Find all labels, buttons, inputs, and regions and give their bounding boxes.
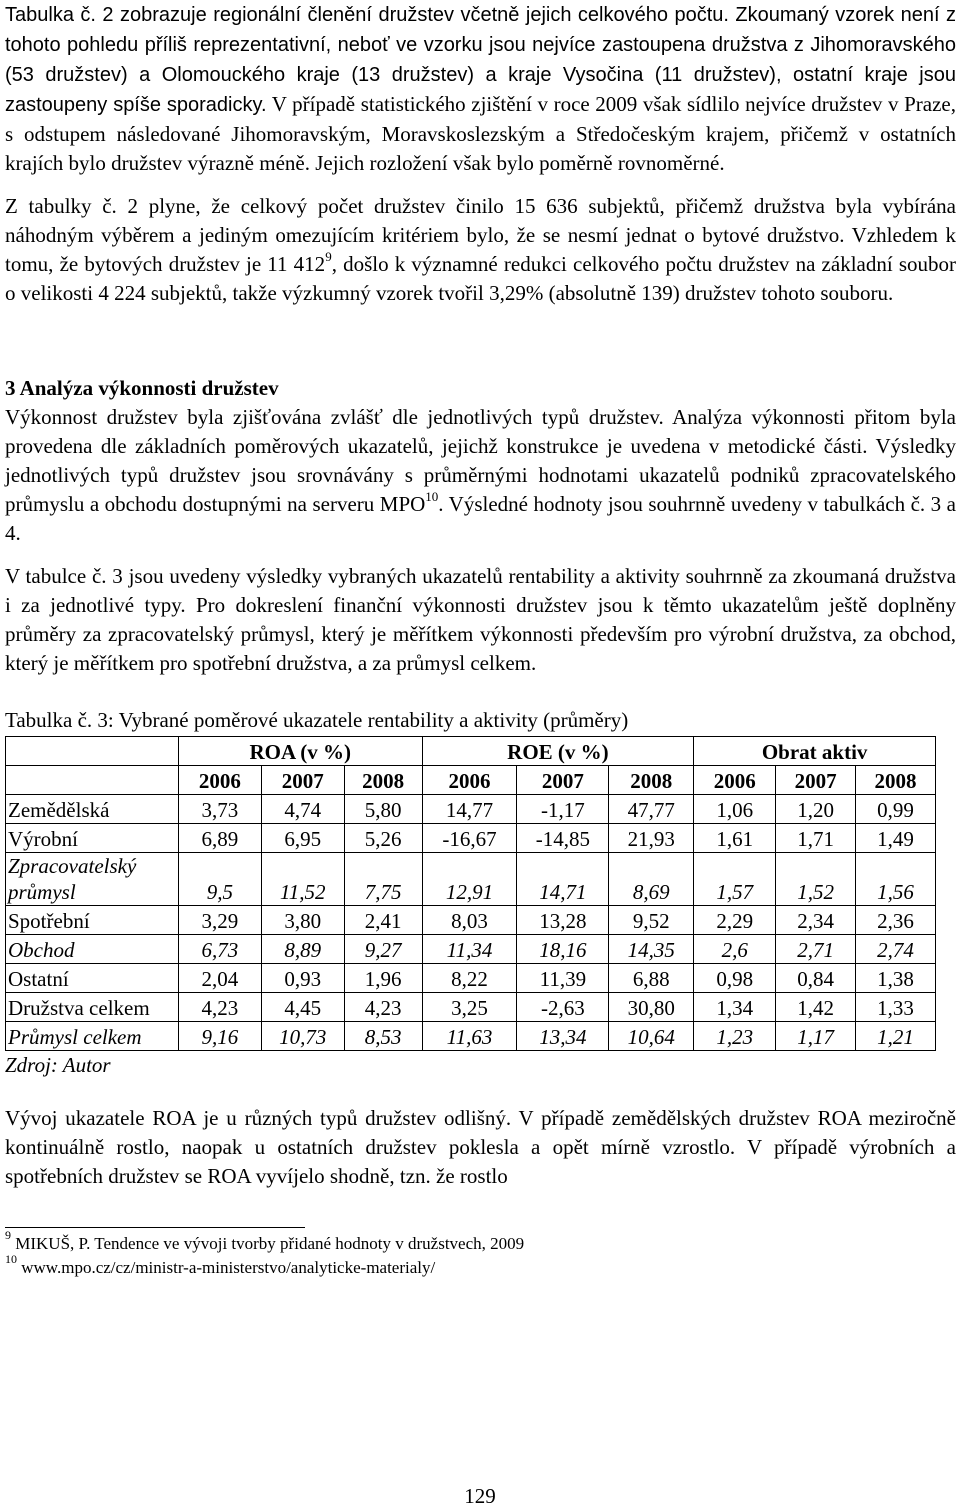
- table-cell: 9,16: [178, 1022, 261, 1051]
- table-row: [6, 853, 936, 906]
- table-cell: 3,73: [178, 795, 261, 824]
- footnote-number: 9: [5, 1228, 11, 1243]
- paragraph-table-intro: V tabulce č. 3 jsou uvedeny výsledky vybraných ukazatelů rentability a aktivity souhrnně za zkoumaná družstva i za jednotlivé typy. Pro dokreslení finanční výkonnosti družstev jsou k těmto ukazatelům ještě doplněny průměry za zpracovatelský průmysl, který je měřítkem výkonnosti především pro výrobní družstva, za obchod, který je měřítkem pro spotřební družstva, a za průmysl celkem.: [5, 564, 956, 675]
- table-cell: 11,34: [422, 935, 517, 964]
- table-cell: 1,96: [344, 964, 422, 993]
- paragraph-regional-part1: Tabulka č. 2 zobrazuje regionální členění družstev včetně jejich celkového počtu. Zkoumaný vzorek není z tohoto pohledu příliš reprezentativní, neboť ve vzorku jsou nejvíce zastoupena družstva z Jihomoravského (53 družstev) a Olomouckého kraje (13 družstev) a kraje Vysočina (11 družstev), ostatní kraje jsou zastoupeny spíše sporadicky.: [5, 4, 956, 116]
- row-label: Zemědělská: [6, 795, 179, 824]
- table-caption: Tabulka č. 3: Vybrané poměrové ukazatele rentability a aktivity (průměry): [5, 708, 629, 732]
- table-cell: 5,26: [344, 824, 422, 853]
- table-cell: 1,38: [856, 964, 936, 993]
- table-cell: 12,91: [422, 853, 517, 906]
- table-cell: 1,33: [856, 993, 936, 1022]
- table-corner-cell: [6, 737, 179, 766]
- table-cell: 6,95: [261, 824, 344, 853]
- table-cell: -1,17: [517, 795, 609, 824]
- table-cell: 14,77: [422, 795, 517, 824]
- table-cell: 1,57: [694, 853, 776, 906]
- table-source: Zdroj: Autor: [5, 1053, 111, 1077]
- paragraph-performance: Výkonnost družstev byla zjišťována zvlášť dle jednotlivých typů družstev. Analýza výkonnosti přitom byla provedena dle základních poměrových ukazatelů, jejichž konstrukce je uvedena v metodické části. Výsledky jednotlivých typů družstev jsou srovnávány s průměrnými hodnotami ukazatelů podniků zpracovatelského průmyslu a obchodu dostupnými na serveru MPO$^{10}$. Výsledné hodnoty jsou souhrnně uvedeny v tabulkách č. 3 a 4.: [5, 405, 956, 545]
- indicators-table: [5, 736, 936, 1051]
- table-row: [6, 993, 936, 1022]
- table-year-header: 2006: [694, 766, 776, 795]
- table-cell: 8,89: [261, 935, 344, 964]
- table-cell: -14,85: [517, 824, 609, 853]
- table-cell: 1,20: [776, 795, 856, 824]
- table-cell: 21,93: [609, 824, 694, 853]
- table-cell: 2,34: [776, 906, 856, 935]
- table-row: [6, 964, 936, 993]
- table-row: [6, 1022, 936, 1051]
- table-cell: 14,71: [517, 853, 609, 906]
- table-cell: 2,29: [694, 906, 776, 935]
- table-cell: -16,67: [422, 824, 517, 853]
- table-cell: 6,88: [609, 964, 694, 993]
- table-cell: 10,64: [609, 1022, 694, 1051]
- table-year-header: 2006: [422, 766, 517, 795]
- table-cell: 47,77: [609, 795, 694, 824]
- table-cell: 1,71: [776, 824, 856, 853]
- table-cell: 5,80: [344, 795, 422, 824]
- table-year-header-row: [6, 766, 936, 795]
- table-cell: 8,69: [609, 853, 694, 906]
- table-group-header: ROA (v %): [178, 737, 422, 766]
- paragraph-regional-part2: V případě statistického zjištění v roce 2009 však sídlilo nejvíce družstev v Praze, s odstupem následované Jihomoravským, Moravskoslezským a Středočeským krajem, přičemž v ostatních krajích bylo družstev výrazně méně. Jejich rozložení však bylo poměrně rovnoměrné.: [5, 92, 956, 175]
- table-year-header: 2007: [776, 766, 856, 795]
- table-row: [6, 824, 936, 853]
- table-cell: 6,73: [178, 935, 261, 964]
- table-cell: 2,04: [178, 964, 261, 993]
- table-cell: 1,61: [694, 824, 776, 853]
- table-cell: 6,89: [178, 824, 261, 853]
- table-cell: 0,84: [776, 964, 856, 993]
- table-cell: 1,42: [776, 993, 856, 1022]
- page-number: 129: [464, 1484, 496, 1508]
- table-group-header: ROE (v %): [422, 737, 694, 766]
- paragraph-regional: [5, 0, 956, 178]
- table-group-header: Obrat aktiv: [694, 737, 936, 766]
- table-row: [6, 795, 936, 824]
- table-cell: 0,98: [694, 964, 776, 993]
- footnote-link[interactable]: www.mpo.cz/cz/ministr-a-ministerstvo/analyticke-materialy/: [21, 1258, 436, 1277]
- table-row: [6, 906, 936, 935]
- table-cell: 4,45: [261, 993, 344, 1022]
- table-row: [6, 935, 936, 964]
- row-label: Družstva celkem: [6, 993, 179, 1022]
- table-cell: 11,52: [261, 853, 344, 906]
- table-cell: 9,27: [344, 935, 422, 964]
- footnote-ref-9[interactable]: 9: [325, 249, 332, 264]
- footnote-divider: [5, 1227, 305, 1228]
- table-year-header: 2008: [344, 766, 422, 795]
- table-year-header: 2007: [517, 766, 609, 795]
- table-cell: 1,21: [856, 1022, 936, 1051]
- table-cell: 1,49: [856, 824, 936, 853]
- table-cell: 1,56: [856, 853, 936, 906]
- row-label: Zpracovatelský průmysl: [6, 853, 179, 906]
- row-label: Obchod: [6, 935, 179, 964]
- table-cell: 2,71: [776, 935, 856, 964]
- table-group-header-row: [6, 737, 936, 766]
- table-cell: 30,80: [609, 993, 694, 1022]
- table-cell: 18,16: [517, 935, 609, 964]
- table-cell: 1,23: [694, 1022, 776, 1051]
- table-cell: 13,34: [517, 1022, 609, 1051]
- table-cell: 0,99: [856, 795, 936, 824]
- table-cell: 7,75: [344, 853, 422, 906]
- table-cell: 2,36: [856, 906, 936, 935]
- table-cell: 4,23: [178, 993, 261, 1022]
- table-cell: 1,06: [694, 795, 776, 824]
- footnote-9: [5, 1228, 956, 1256]
- footnote-number: 10: [5, 1252, 17, 1267]
- table-cell: 10,73: [261, 1022, 344, 1051]
- document-page: [5, 0, 956, 1280]
- table-cell: 2,74: [856, 935, 936, 964]
- table-cell: 8,03: [422, 906, 517, 935]
- paragraph-total-count: Z tabulky č. 2 plyne, že celkový počet družstev činilo 15 636 subjektů, přičemž družstva byla vybírána náhodným výběrem a jediným omezujícím kritériem bylo, že se nesmí jednat o bytové družstvo. Vzhledem k tomu, že bytových družstev je 11 $412^9$, došlo k významné redukci celkového počtu družstev na základní soubor o velikosti 4 224 subjektů, takže výzkumný vzorek tvořil 3,29% (absolutně 139) družstev tohoto souboru.: [5, 194, 957, 305]
- table-cell: 9,52: [609, 906, 694, 935]
- row-label: Spotřební: [6, 906, 179, 935]
- table-year-header: 2006: [178, 766, 261, 795]
- table-cell: 11,63: [422, 1022, 517, 1051]
- footnote-ref-10[interactable]: 10: [425, 489, 439, 504]
- table-cell: 14,35: [609, 935, 694, 964]
- table-cell: 9,5: [178, 853, 261, 906]
- table-year-header: 2008: [856, 766, 936, 795]
- table-cell: 11,39: [517, 964, 609, 993]
- table-cell: 2,6: [694, 935, 776, 964]
- table-year-header: 2008: [609, 766, 694, 795]
- row-label: Výrobní: [6, 824, 179, 853]
- table-cell: 3,29: [178, 906, 261, 935]
- table-cell: 1,17: [776, 1022, 856, 1051]
- paragraph-roa: Vývoj ukazatele ROA je u různých typů družstev odlišný. V případě zemědělských družstev ROA meziročně kontinuálně rostlo, naopak u ostatních družstev poklesla a opět mírně vzrostlo. V případě výrobních a spotřebních družstev se ROA vyvíjelo shodně, tzn. že rostlo: [5, 1106, 956, 1188]
- table-cell: 4,74: [261, 795, 344, 824]
- table-cell: 2,41: [344, 906, 422, 935]
- table-cell: 0,93: [261, 964, 344, 993]
- table-cell: 3,80: [261, 906, 344, 935]
- table-cell: 8,22: [422, 964, 517, 993]
- table-cell: 4,23: [344, 993, 422, 1022]
- table-cell: 8,53: [344, 1022, 422, 1051]
- table-cell: 1,52: [776, 853, 856, 906]
- table-year-header: 2007: [261, 766, 344, 795]
- table-cell: 3,25: [422, 993, 517, 1022]
- footnote-text: MIKUŠ, P. Tendence ve vývoji tvorby přidané hodnoty v družstvech, 2009: [15, 1234, 525, 1253]
- table-cell: 13,28: [517, 906, 609, 935]
- row-label: Ostatní: [6, 964, 179, 993]
- table-cell: 1,34: [694, 993, 776, 1022]
- table-corner-cell: [6, 766, 179, 795]
- table-cell: -2,63: [517, 993, 609, 1022]
- row-label: Průmysl celkem: [6, 1022, 179, 1051]
- footnote-10: [5, 1252, 956, 1280]
- section-heading: 3 Analýza výkonnosti družstev: [5, 376, 279, 400]
